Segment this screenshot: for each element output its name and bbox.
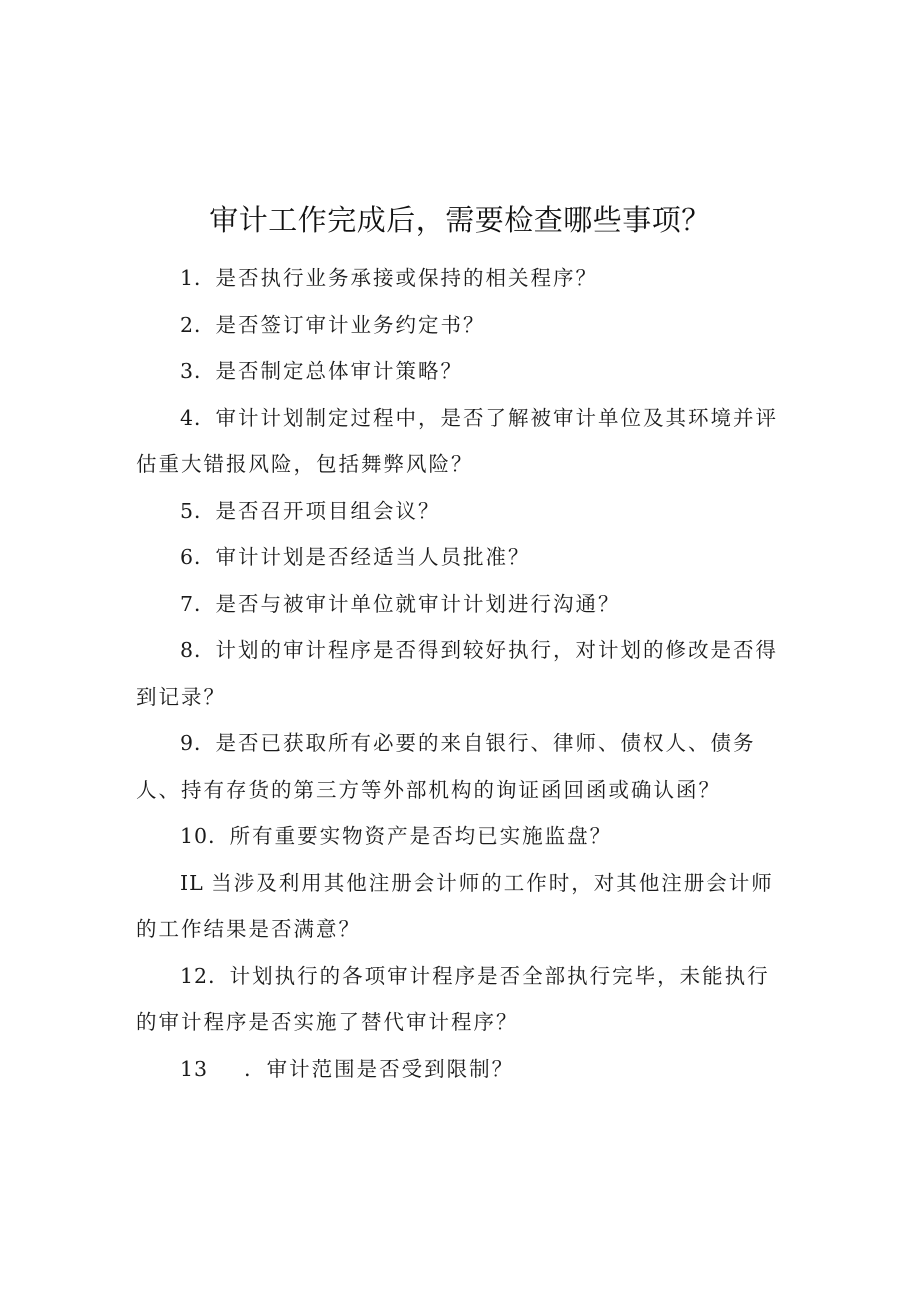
item-number: 12． (180, 963, 230, 988)
item-text: ．审计范围是否受到限制？ (244, 1056, 515, 1081)
checklist-item (136, 488, 788, 535)
item-text: 是否制定总体审计策略？ (215, 359, 464, 383)
checklist-item (136, 953, 788, 1046)
item-number: 6． (180, 545, 216, 569)
item-number: 7． (180, 591, 216, 616)
item-number: 4． (180, 405, 216, 430)
checklist-item (136, 1046, 788, 1093)
checklist-item (136, 720, 788, 813)
item-number: 1． (180, 266, 216, 290)
item-text: 是否与被审计单位就审计计划进行沟通？ (215, 591, 621, 616)
item-number: 5． (180, 498, 216, 523)
item-text: 审计计划是否经适当人员批准？ (215, 545, 531, 569)
item-text: 计划执行的各项审计程序是否全部执行完毕，未能执行的审计程序是否实施了替代审计程序？ (136, 963, 770, 1034)
checklist-item (136, 860, 788, 953)
checklist-item (136, 348, 788, 395)
item-text: 是否已获取所有必要的来自银行、律师、债权人、债务人、持有存货的第三方等外部机构的询证函回函或确认函？ (136, 731, 756, 802)
item-text: 是否签订审计业务约定书？ (215, 312, 486, 337)
checklist (136, 255, 788, 1092)
checklist-item (136, 255, 788, 302)
checklist-item (136, 813, 788, 860)
checklist-item (136, 581, 788, 628)
document-title: 审计工作完成后，需要检查哪些事项？ (209, 203, 711, 237)
checklist-item (136, 534, 788, 581)
item-number: 2． (180, 312, 216, 337)
item-number: 10． (180, 824, 230, 848)
checklist-item (136, 627, 788, 720)
item-number: IL (180, 870, 212, 895)
item-text: 计划的审计程序是否得到较好执行，对计划的修改是否得到记录？ (136, 638, 779, 709)
item-number: 3． (180, 359, 216, 383)
item-text: 是否召开项目组会议？ (215, 498, 441, 523)
item-number: 8． (180, 638, 216, 662)
checklist-item (136, 395, 788, 488)
item-number: 13 (180, 1056, 209, 1081)
item-number: 9． (180, 731, 216, 755)
item-text: 审计计划制定过程中，是否了解被审计单位及其环境并评估重大错报风险，包括舞弊风险？ (136, 405, 779, 476)
item-text: 所有重要实物资产是否均已实施监盘？ (229, 824, 613, 848)
item-text: 是否执行业务承接或保持的相关程序？ (215, 266, 599, 290)
item-text: 当涉及利用其他注册会计师的工作时，对其他注册会计师的工作结果是否满意？ (136, 870, 774, 941)
checklist-item (136, 302, 788, 349)
